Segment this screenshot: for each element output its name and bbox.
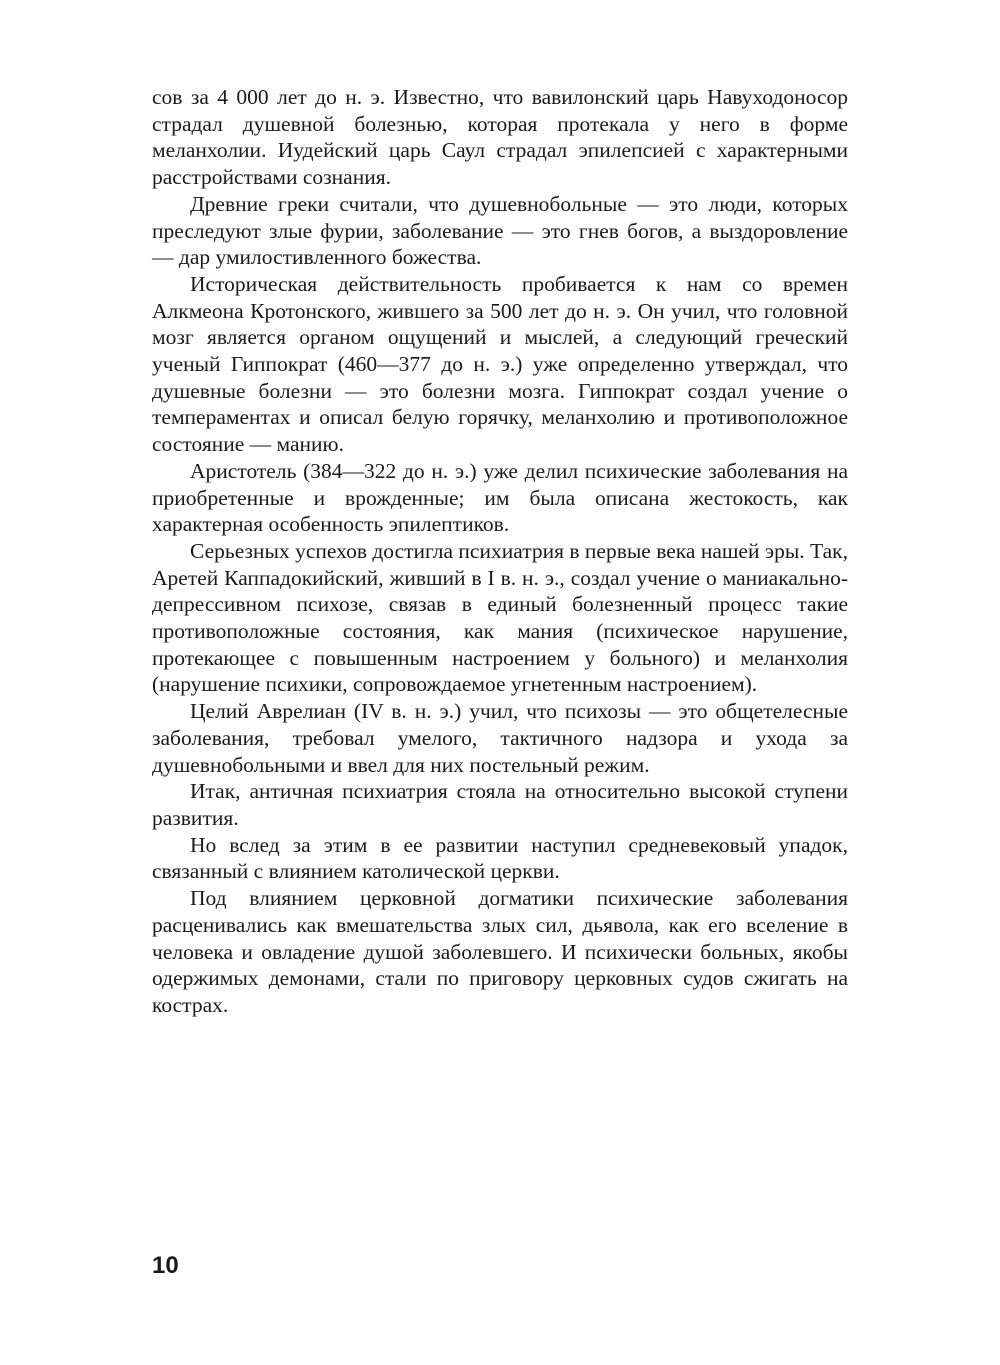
paragraph: Древние греки считали, что душевнобольные — это люди, которых преследуют злые фурии, заболевание — это гнев богов, а выздоровление — дар умилостивленного божества. [152, 191, 848, 270]
paragraph: Но вслед за этим в ее развитии наступил средневековый упадок, связанный с влиянием католической церкви. [152, 832, 848, 884]
paragraph: Целий Аврелиан (IV в. н. э.) учил, что психозы — это общетелесные заболевания, требовал умелого, тактичного надзора и ухода за душевнобольными и ввел для них постельный режим. [152, 699, 848, 777]
paragraph: сов за 4 000 лет до н. э. Известно, что вавилонский царь Навуходоносор страдал душевной болезнью, которая протекала у него в форме меланхолии. Иудейский царь Саул страдал эпилепсией с характерными расстройствами сознания. [152, 85, 848, 190]
paragraph: Итак, античная психиатрия стояла на относительно высокой ступени развития. [152, 779, 848, 830]
paragraph: Под влиянием церковной догматики психические заболевания расценивались как вмешательства злых сил, дьявола, как его вселение в человека и овладение душой заболевшего. И психически больных, якобы одержимых демонами, стали по приговору церковных судов сжигать на кострах. [152, 886, 848, 1017]
page-text [152, 84, 848, 1019]
paragraph: Историческая действительность пробивается к нам со времен Алкмеона Кротонского, жившего за 500 лет до н. э. Он учил, что головной мозг является органом ощущений и мыслей, а следующий греческий ученый Гиппократ (460—377 до н. э.) уже определенно утверждал, что душевные болезни — это болезни мозга. Гиппократ создал учение о темпераментах и описал белую горячку, меланхолию и противоположное состояние — манию. [152, 271, 848, 457]
paragraph: Серьезных успехов достигла психиатрия в первые века нашей эры. Так, Аретей Каппадокийский, живший в I в. н. э., создал учение о маниакально-депрессивном психозе, связав в единый болезненный процесс такие противоположные состояния, как мания (психическое нарушение, протекающее с повышенным настроением у больного) и меланхолия (нарушение психики, сопровождаемое угнетенным настроением). [152, 538, 848, 697]
paragraph: Аристотель (384—322 до н. э.) уже делил психические заболевания на приобретенные и врожденные; им была описана жестокость, как характерная особенность эпилептиков. [152, 458, 848, 537]
page-number: 10 [152, 1252, 179, 1279]
